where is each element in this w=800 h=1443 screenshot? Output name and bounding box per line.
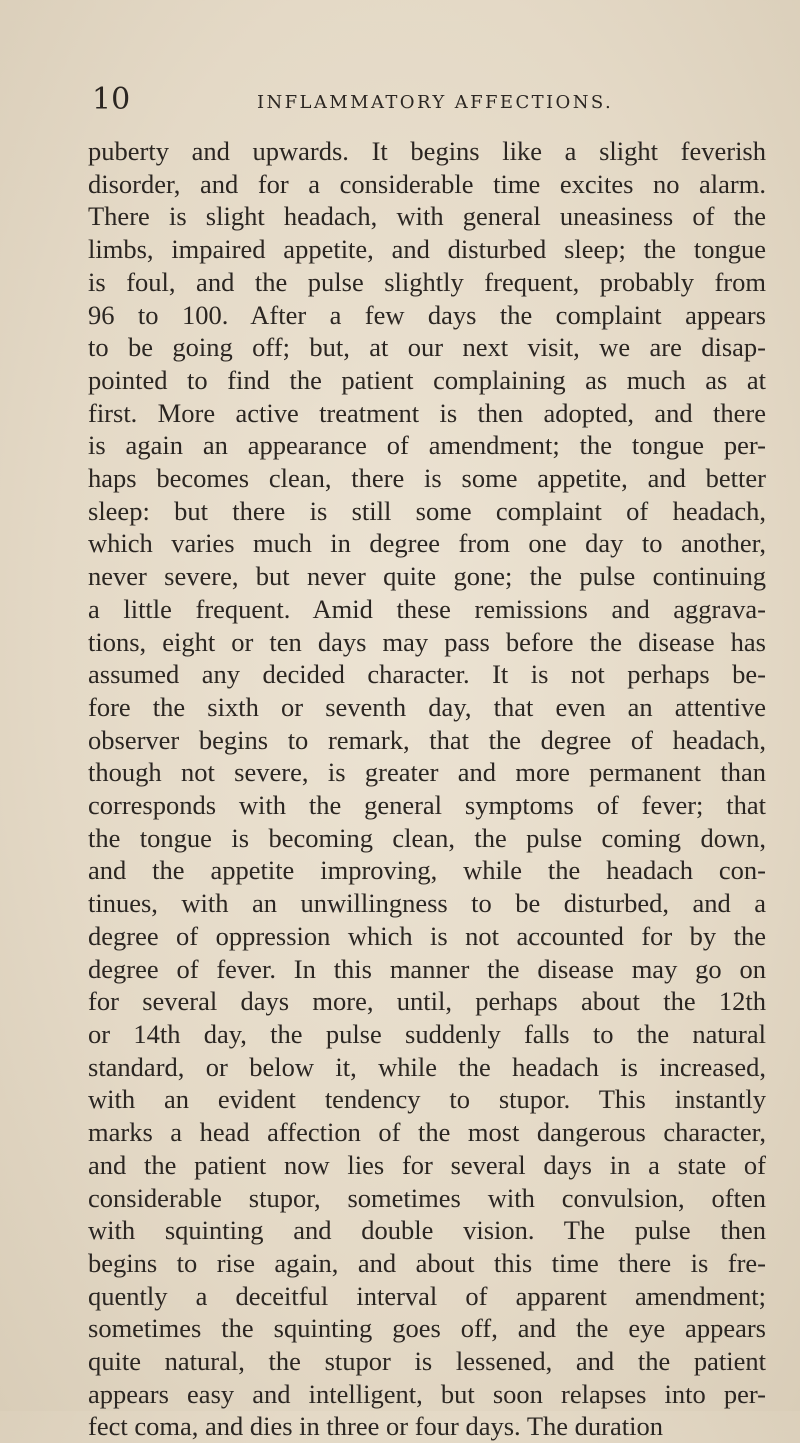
text-line: disorder, and for a considerable time excites no alarm. bbox=[88, 168, 766, 199]
text-line: and the patient now lies for several days in a state of bbox=[88, 1149, 766, 1180]
text-line: and the appetite improving, while the headach con- bbox=[88, 855, 766, 886]
text-line: to be going off; but, at our next visit, we are disap- bbox=[88, 332, 766, 363]
text-line: assumed any decided character. It is not perhaps be- bbox=[88, 659, 766, 690]
text-line: begins to rise again, and about this time there is fre- bbox=[88, 1247, 766, 1278]
text-line: though not severe, is greater and more permanent than bbox=[88, 757, 766, 788]
text-line: 96 to 100. After a few days the complaint appears bbox=[88, 299, 766, 330]
text-line: limbs, impaired appetite, and disturbed sleep; the tongue bbox=[88, 234, 766, 265]
text-line: with squinting and double vision. The pulse then bbox=[88, 1215, 766, 1246]
text-line: appears easy and intelligent, but soon relapses into per- bbox=[88, 1378, 766, 1409]
text-line: is foul, and the pulse slightly frequent, probably from bbox=[88, 266, 766, 297]
text-line: degree of oppression which is not accounted for by the bbox=[88, 920, 766, 951]
page-number: 10 bbox=[92, 82, 131, 117]
text-line: never severe, but never quite gone; the pulse continuing bbox=[88, 561, 766, 592]
text-line: tions, eight or ten days may pass before the disease has bbox=[88, 626, 766, 657]
text-line: with an evident tendency to stupor. This instantly bbox=[88, 1084, 766, 1115]
text-line: pointed to find the patient complaining as much as at bbox=[88, 364, 766, 395]
text-line: observer begins to remark, that the degree of headach, bbox=[88, 724, 766, 755]
text-line: sometimes the squinting goes off, and the eye appears bbox=[88, 1313, 766, 1344]
text-line: is again an appearance of amendment; the tongue per- bbox=[88, 430, 766, 461]
text-line: sleep: but there is still some complaint of headach, bbox=[88, 495, 766, 526]
text-line: There is slight headach, with general uneasiness of the bbox=[88, 201, 766, 232]
text-line: which varies much in degree from one day to another, bbox=[88, 528, 766, 559]
text-line: quite natural, the stupor is lessened, and the patient bbox=[88, 1346, 766, 1377]
text-line: first. More active treatment is then adopted, and there bbox=[88, 397, 766, 428]
text-line: corresponds with the general symptoms of fever; that bbox=[88, 790, 766, 821]
text-line: the tongue is becoming clean, the pulse coming down, bbox=[88, 822, 766, 853]
text-line: haps becomes clean, there is some appetite, and better bbox=[88, 463, 766, 494]
text-line: quently a deceitful interval of apparent amendment; bbox=[88, 1280, 766, 1311]
text-line: for several days more, until, perhaps about the 12th bbox=[88, 986, 766, 1017]
text-line: fore the sixth or seventh day, that even an attentive bbox=[88, 691, 766, 722]
text-line: fect coma, and dies in three or four days. The duration bbox=[88, 1411, 663, 1442]
text-line: tinues, with an unwillingness to be disturbed, and a bbox=[88, 888, 766, 919]
text-line: or 14th day, the pulse suddenly falls to the natural bbox=[88, 1018, 766, 1049]
text-line: standard, or below it, while the headach is increased, bbox=[88, 1051, 766, 1082]
body-paragraph bbox=[88, 135, 766, 1443]
text-line: degree of fever. In this manner the disease may go on bbox=[88, 953, 766, 984]
running-head bbox=[92, 82, 762, 122]
text-line: puberty and upwards. It begins like a slight feverish bbox=[88, 136, 766, 166]
text-line: considerable stupor, sometimes with convulsion, often bbox=[88, 1182, 766, 1213]
text-line: marks a head affection of the most dangerous character, bbox=[88, 1117, 766, 1148]
text-line: a little frequent. Amid these remissions and aggrava- bbox=[88, 593, 766, 624]
running-title: INFLAMMATORY AFFECTIONS. bbox=[257, 92, 614, 113]
